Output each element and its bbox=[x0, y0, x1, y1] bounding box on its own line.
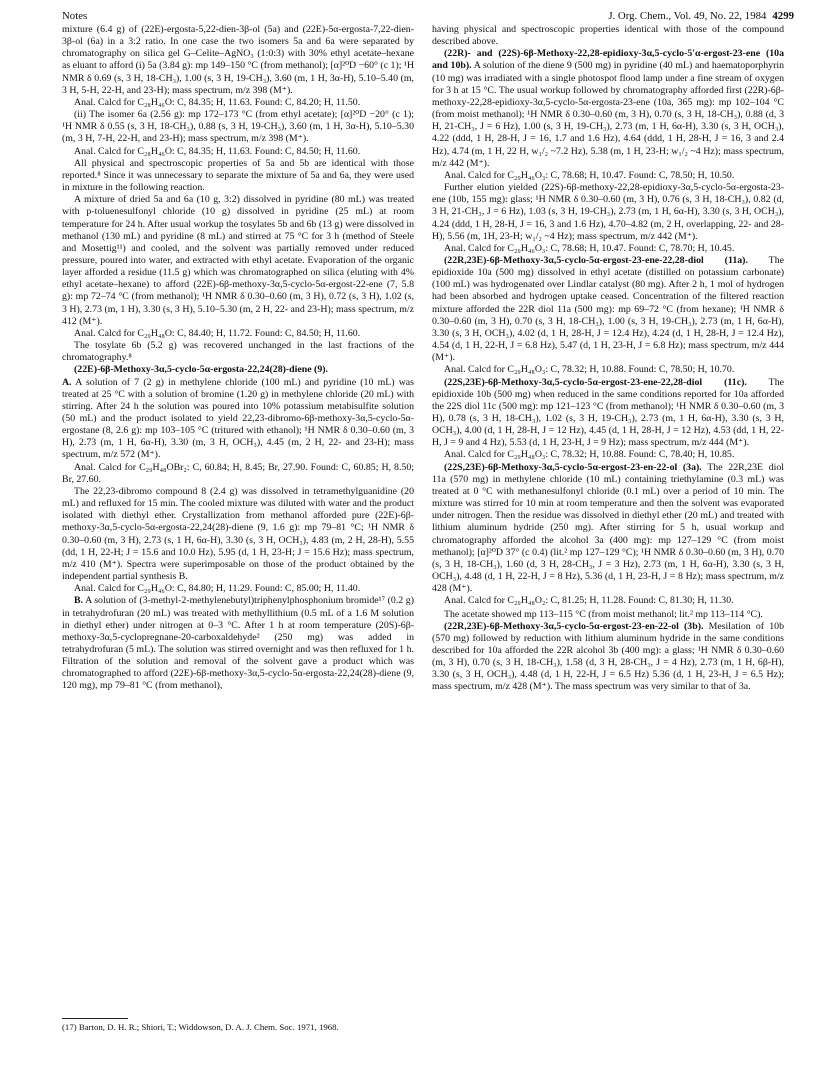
analysis-line: Anal. Calcd for C₂₉H₄₈O₃: C, 78.32; H, 10.88. Found: C, 78.50; H, 10.70. bbox=[444, 364, 735, 376]
analysis-line: Anal. Calcd for C₂₉H₄₈O: C, 84.40; H, 11.72. Found: C, 84.50; H, 11.60. bbox=[74, 327, 361, 339]
journal-citation bbox=[608, 10, 794, 22]
compound-heading: (22R,23E)-6β-Methoxy-3α,5-cyclo-5α-ergost-23-en-22-ol (3b). bbox=[444, 620, 704, 632]
page-number: 4299 bbox=[772, 10, 794, 22]
analysis-line: Anal. Calcd for C₂₉H₄₆O₃: C, 78.68; H, 10.47. Found: C, 78.50; H, 10.50. bbox=[444, 169, 735, 181]
left-column bbox=[62, 24, 414, 693]
method-label: A. bbox=[62, 376, 72, 388]
paragraph: The acetate showed mp 113–115 °C (from moist methanol; lit.² mp 113–114 °C). bbox=[444, 608, 763, 620]
analysis-line: Anal. Calcd for C₂₉H₄₆O: C, 84.80; H, 11.29. Found: C, 85.00; H, 11.40. bbox=[74, 583, 361, 595]
section-heading-paragraph bbox=[432, 255, 784, 364]
compound-heading: (22R)- and (22S)-6β-Methoxy-22,28-epidioxy-3α,5-cyclo-5′α-ergost-23-ene (10a and 10b). bbox=[432, 48, 784, 72]
section-heading-paragraph bbox=[62, 595, 414, 692]
paragraph-body: A solution of the diene 9 (500 mg) in pyridine (40 mL) and haematoporphyrin (10 mg) was irradiated with a single photospot flood lamp under a fine stream of oxygen for 3 h at 15 °C. The usual workup followed by chromatography afforded first (22R)-6β-methoxy-22,28-epidioxy-3α,5-cyclo-5α-ergosta-23-ene (10a, 365 mg): mp 102–104 °C (from moist methanol); ¹H NMR δ 0.30–0.60 (m, 3 H), 0.70 (s, 3 H, 18-CH₃), 0.88 (d, 3 H, 21-CH₃, J = 6 Hz), 1.00 (s, 3 H, 19-CH₃), 2.73 (m, 1 H, 6α-H), 3.30 (s, 3 H, OCH₃), 4.22 (ddd, 1 H, 28-H, J = 16, 1.7 and 1.6 Hz), 4.64 (ddd, 1 H, 28-H, J = 16, 3 and 2.4 Hz), 4.74 (m, 1 H, 22 H, w₁/₂ ~7.2 Hz), 5.38 (m, 1 H, 23-H; w₁/₂ ~4 Hz); mass spectrum, m/z 442 (M⁺). bbox=[432, 60, 784, 169]
compound-heading: (22E)-6β-Methoxy-3α,5-cyclo-5α-ergosta-22,24(28)-diene (9). bbox=[74, 364, 328, 376]
section-heading-paragraph bbox=[432, 621, 784, 694]
paragraph: (ii) The isomer 6a (2.56 g): mp 172–173 °C (from ethyl acetate); [α]²⁰D −20° (c 1); ¹H NMR δ 0.55 (s, 3 H, 18-CH₃), 0.88 (s, 3 H, 19-CH₃), 3.60 (m, 1 H, 3α-H), 5.10–5.30 (m, 3 H, 7-H, 22-H, and 23-H); mass spectrum, m/z 398 (M⁺). bbox=[62, 109, 414, 145]
paragraph: The 22,23-dibromo compound 8 (2.4 g) was dissolved in tetramethylguanidine (20 mL) and refluxed for 15 min. The cooled mixture was diluted with water and the product isolated with diethyl ether. Crystallization from methanol afforded pure (22E)-6β-methoxy-3α,5-cyclo-5α-ergosta-22,24(28)-diene (9, 1.6 g): mp 79–81 °C; ¹H NMR δ 0.30–0.60 (m, 3 H), 2.73 (s, 1 H, 6α-H), 3.30 (s, 3 H, OCH₃), 4.83 (m, 2 H, 28-H), 5.55 (dd, 1 H, 22-H; J = 15.6 and 10.0 Hz), 5.95 (d, 1 H, 23-H; J = 15.6 Hz); mass spectrum, m/z 410 (M⁺). Spectra were superimposable on those of the product obtained by the independent partial synthesis B. bbox=[62, 485, 414, 583]
analysis-line: Anal. Calcd for C₂₈H₄₆O: C, 84.35; H, 11.63. Found: C, 84.50; H, 11.60. bbox=[74, 145, 361, 157]
section-heading-paragraph bbox=[432, 48, 784, 170]
paragraph: The tosylate 6b (5.2 g) was recovered unchanged in the last fractions of the chromatography.⁸ bbox=[62, 340, 414, 364]
paragraph-body: The 22R,23E diol 11a (570 mg) in methylene chloride (10 mL) containing triethylamine (0.3 mL) was treated at 0 °C with methanesulfonyl chloride (0.1 mL) over a period of 10 min. The mixture was stirred for 10 min at room temperature and then the solvent was evaporated under nitrogen. Then the residue was dissolved in diethyl ether (20 mL) and treated with lithium aluminum hydride (250 mg). After stirring for 5 h, usual workup and chromatography afforded the alcohol 3a (400 mg): mp 127–129 °C (from moist methanol); [α]²⁰D 37° (c 0.4) (lit.² mp 127–129 °C); ¹H NMR δ 0.30–0.60 (m, 3 H), 0.70 (s, 3 H, 18-CH₃), 1.60 (d, 3 H, 28-CH₃, J = 3 Hz), 2.73 (m, 1 H, 6α-H), 3.30 (s, 3 H, OCH₃), 4.48 (d, 1 H, 22-H, J = 8 Hz), 5.36 (d, 1 H, 23-H, J = 8 Hz); mass spectrum, m/z 428 (M⁺). bbox=[432, 461, 784, 595]
compound-heading: (22S,23E)-6β-Methoxy-3α,5-cyclo-5α-ergost-23-ene-22,28-diol (11c). bbox=[444, 376, 747, 388]
analysis-line: Anal. Calcd for C₂₉H₄₈O₃: C, 78.32; H, 10.88. Found: C, 78.40; H, 10.85. bbox=[444, 449, 735, 461]
section-heading-paragraph bbox=[432, 377, 784, 450]
section-label: Notes bbox=[62, 10, 88, 22]
section-heading-paragraph bbox=[62, 364, 414, 461]
paragraph: Further elution yielded (22S)-6β-methoxy-22,28-epidioxy-3α,5-cyclo-5α-ergosta-23-ene (10b, 155 mg): glass; ¹H NMR δ 0.30–0.60 (m, 3 H), 0.76 (s, 3 H, 18-CH₃), 0.82 (d, 3 H, 21-CH₃, J = 6 Hz), 1.03 (s, 3 H, 19-CH₃), 2.73 (m, 1 H, 6α-H), 3.30 (s, 3 H, OCH₃), 4.24 (ddd, 1 H, 28-H, J = 16, 3 and 1.6 Hz), 4.70–4.82 (m, 2 H, overlapping, 22- and 28-H), 5.56 (m, 1H, 23-H; w₁/₂ ~4 Hz); mass spectrum, m/z 442 (M⁺). bbox=[432, 182, 784, 242]
paragraph-body: Mesilation of 10b (570 mg) followed by reduction with lithium aluminum hydride in the same conditions described for 10a afforded the 22R alcohol 3b (400 mg): a glass; ¹H NMR δ 0.30–0.60 (m, 3 H), 0.70 (s, 3 H, 18-CH₃), 1.58 (d, 3 H, 28-CH₃, J = 4 Hz), 2.73 (m, 1 H, 6β-H), 3.30 (s, 3 H, OCH₃), 4.48 (d, 1 H, 22-H, J = 6.5 Hz) 5.36 (d, 1 H, 23-H, J = 6.5 Hz); mass spectrum, m/z 428 (M⁺). The mass spectrum was very similar to that of 3a. bbox=[432, 620, 784, 693]
footnote-divider bbox=[62, 1018, 128, 1019]
analysis-line: Anal. Calcd for C₂₉H₄₈O₂: C, 81.25; H, 11.28. Found: C, 81.30; H, 11.30. bbox=[444, 595, 734, 607]
compound-heading: (22S,23E)-6β-Methoxy-3α,5-cyclo-5α-ergost-23-en-22-ol (3a). bbox=[444, 461, 702, 473]
paragraph: A mixture of dried 5a and 6a (10 g, 3:2) dissolved in pyridine (80 mL) was treated with p-toluenesulfonyl chloride (10 g) dissolved in pyridine (25 mL) at room temperature for 24 h. After usual workup the tosylates 5b and 6b (13 g) were dissolved in methanol (130 mL) and pyridine (8 mL) and stirred at 75 °C for 3 h (method of Steele and Mosettig¹¹) and cooled, and the solvent was partially removed under reduced pressure, poured into water, and extracted with ethyl acetate. Evaporation of the organic layer afforded a residue (11.5 g) which was chromatographed on silica (eluting with 4% ethyl acetate–hexane) to afford (22E)-6β-methoxy-3α,5-cyclo-5α-ergost-22-ene (7, 5.8 g): mp 72–74 °C (from methanol); ¹H NMR δ 0.30–0.60 (m, 3 H), 0.72 (s, 3 H), 1.02 (s, 3 H), 2.73 (m, 1 H), 3.30 (s, 3 H), 5.10–5.30 (m, 2 H, 22- and 23-H); mass spectrum, m/z 412 (M⁺). bbox=[62, 194, 414, 327]
section-heading-paragraph bbox=[432, 462, 784, 596]
paragraph: All physical and spectroscopic properties of 5a and 5b are identical with those reported.⁸ Since it was unnecessary to separate the mixture of 5a and 6a, they were used in mixture in the following reaction. bbox=[62, 157, 414, 194]
analysis-line: Anal. Calcd for C₂₈H₄₆O: C, 84.35; H, 11.63. Found: C, 84.20; H, 11.50. bbox=[74, 96, 361, 108]
paragraph-body: A solution of (3-methyl-2-methylenebutyl)triphenylphosphonium bromide¹⁷ (0.2 g) in tetrahydrofuran (20 mL) was treated with methyllithium (0.5 mL of a 1.6 M solution in diethyl ether) under nitrogen at 0–3 °C. After 1 h at room temperature (20S)-6β-methoxy-3α,5-cyclopregnane-20-carboxaldehyde² (250 mg) was added in tetrahydrofuran (5 mL). The solution was stirred overnight and was then refluxed for 1 h. Filtration of the solution and removal of the solvent gave a product which was chromatographed to afford (22E)-6β-methoxy-3α,5-cyclo-5α-ergosta-22,24(28)-diene (9, 120 mg), mp 79–81 °C (from methanol), bbox=[62, 595, 414, 692]
paragraph: mixture (6.4 g) of (22E)-ergosta-5,22-dien-3β-ol (5a) and (22E)-5α-ergosta-7,22-dien-3β-ol (6a) in a 3:2 ratio. In one case the two isomers 5a and 6a were separated by chromatography on silica gel G–Celite–AgNO₃ (1:0:3) with 30% ethyl acetate–hexane as eluant to afford (i) 5a (3.84 g): mp 149–150 °C (from methanol); [α]²⁰D −60° (c 1); ¹H NMR δ 0.69 (s, 3 H, 18-CH₃), 1.00 (s, 3 H, 19-CH₃), 3.60 (m, 1 H, 3α-H), 5.10–5.40 (m, 3 H, 5-H, 22-H, and 23-H); mass spectrum, m/z 398 (M⁺). bbox=[62, 24, 414, 96]
paragraph: having physical and spectroscopic properties identical with those of the compound described above. bbox=[432, 24, 784, 48]
journal-name: J. Org. Chem., Vol. 49, No. 22, 1984 bbox=[608, 10, 767, 22]
compound-heading: (22R,23E)-6β-Methoxy-3α,5-cyclo-5α-ergost-23-ene-22,28-diol (11a). bbox=[444, 254, 748, 266]
footnote: (17) Barton, D. H. R.; Shiori, T.; Widdowson, D. A. J. Chem. Soc. 1971, 1968. bbox=[62, 1022, 339, 1032]
right-column bbox=[432, 24, 784, 694]
paragraph-body: The epidioxide 10b (500 mg) when reduced in the same conditions reported for 10a afforded the 22S diol 11c (500 mg): mp 121–123 °C (from methanol); ¹H NMR δ 0.30–0.60 (m, 3 H), 0.78 (s, 3 H, 18-CH₃), 1.02 (s, 3 H, 19-CH₃), 2.73 (m, 1 H, 6α-H), 3.30 (s, 3 H, OCH₃), 4.00 (d, 1 H, 28-H, J = 12 Hz), 4.45 (d, 1 H, 28-H, J = 12 Hz), 4.53 (dd, 1 H, 22-H, J = 9 and 4 Hz), 5.53 (d, 1 H, 23-H, J = 9 Hz); mass spectrum, m/z 444 (M⁺). bbox=[432, 376, 784, 449]
analysis-line: Anal. Calcd for C₂₉H₄₈OBr₂: C, 60.84; H, 8.45; Br, 27.90. Found: C, 60.85; H, 8.50; Br, 27.60. bbox=[62, 461, 414, 485]
paragraph-body: The epidioxide 10a (500 mg) dissolved in ethyl acetate (distilled on potassium carbonate) (100 mL) was hydrogenated over Lindlar catalyst (80 mg). After 2 h, 1 mol of hydrogen had been absorbed and hydrogen uptake ceased. Concentration of the filtered reaction mixture afforded the 22R diol 11a (500 mg): mp 69–72 °C (from hexane); ¹H NMR δ 0.30–0.60 (m, 3 H), 0.70 (s, 3 H, 18-CH₃), 1.00 (s, 3 H, 19-CH₃), 2.73 (m, 1 H, 6α-H), 3.30 (s, 3 H, OCH₃), 4.02 (d, 1 H, 28-H, J = 12.4 Hz), 4.24 (d, 1 H, 28-H, J = 12.4 Hz), 4.54 (d, 1 H, 22-H, J = 6.8 Hz), 5.47 (d, 1 H, 23-H, J = 6.8 Hz); mass spectrum, m/z 444 (M⁺). bbox=[432, 254, 784, 364]
method-label: B. bbox=[74, 595, 84, 607]
paragraph-body: A solution of 7 (2 g) in methylene chloride (100 mL) and pyridine (10 mL) was treated at 25 °C with a solution of bromine (1.20 g) in methylene chloride (20 mL) with stirring. After 24 h the solution was poured into 10% potassium metabisulfite solution (50 mL) and the product isolated to yield 22,23-dibromo-6β-methoxy-3α,5-cyclo-5α-ergostane (8, 2.6 g): mp 103–105 °C (tritured with ethanol); ¹H NMR δ 0.30–0.60 (m, 3 H), 2.73 (m, 1 H, 6α-H), 3.30 (m, 3 H, OCH₃), 4.45 (m, 2 H, 22- and 23-H); mass spectrum, m/z 572 (M⁺). bbox=[62, 376, 414, 461]
analysis-line: Anal. Calcd for C₂₉H₄₆O₃: C, 78.68; H, 10.47. Found: C, 78.70; H, 10.45. bbox=[444, 242, 735, 254]
